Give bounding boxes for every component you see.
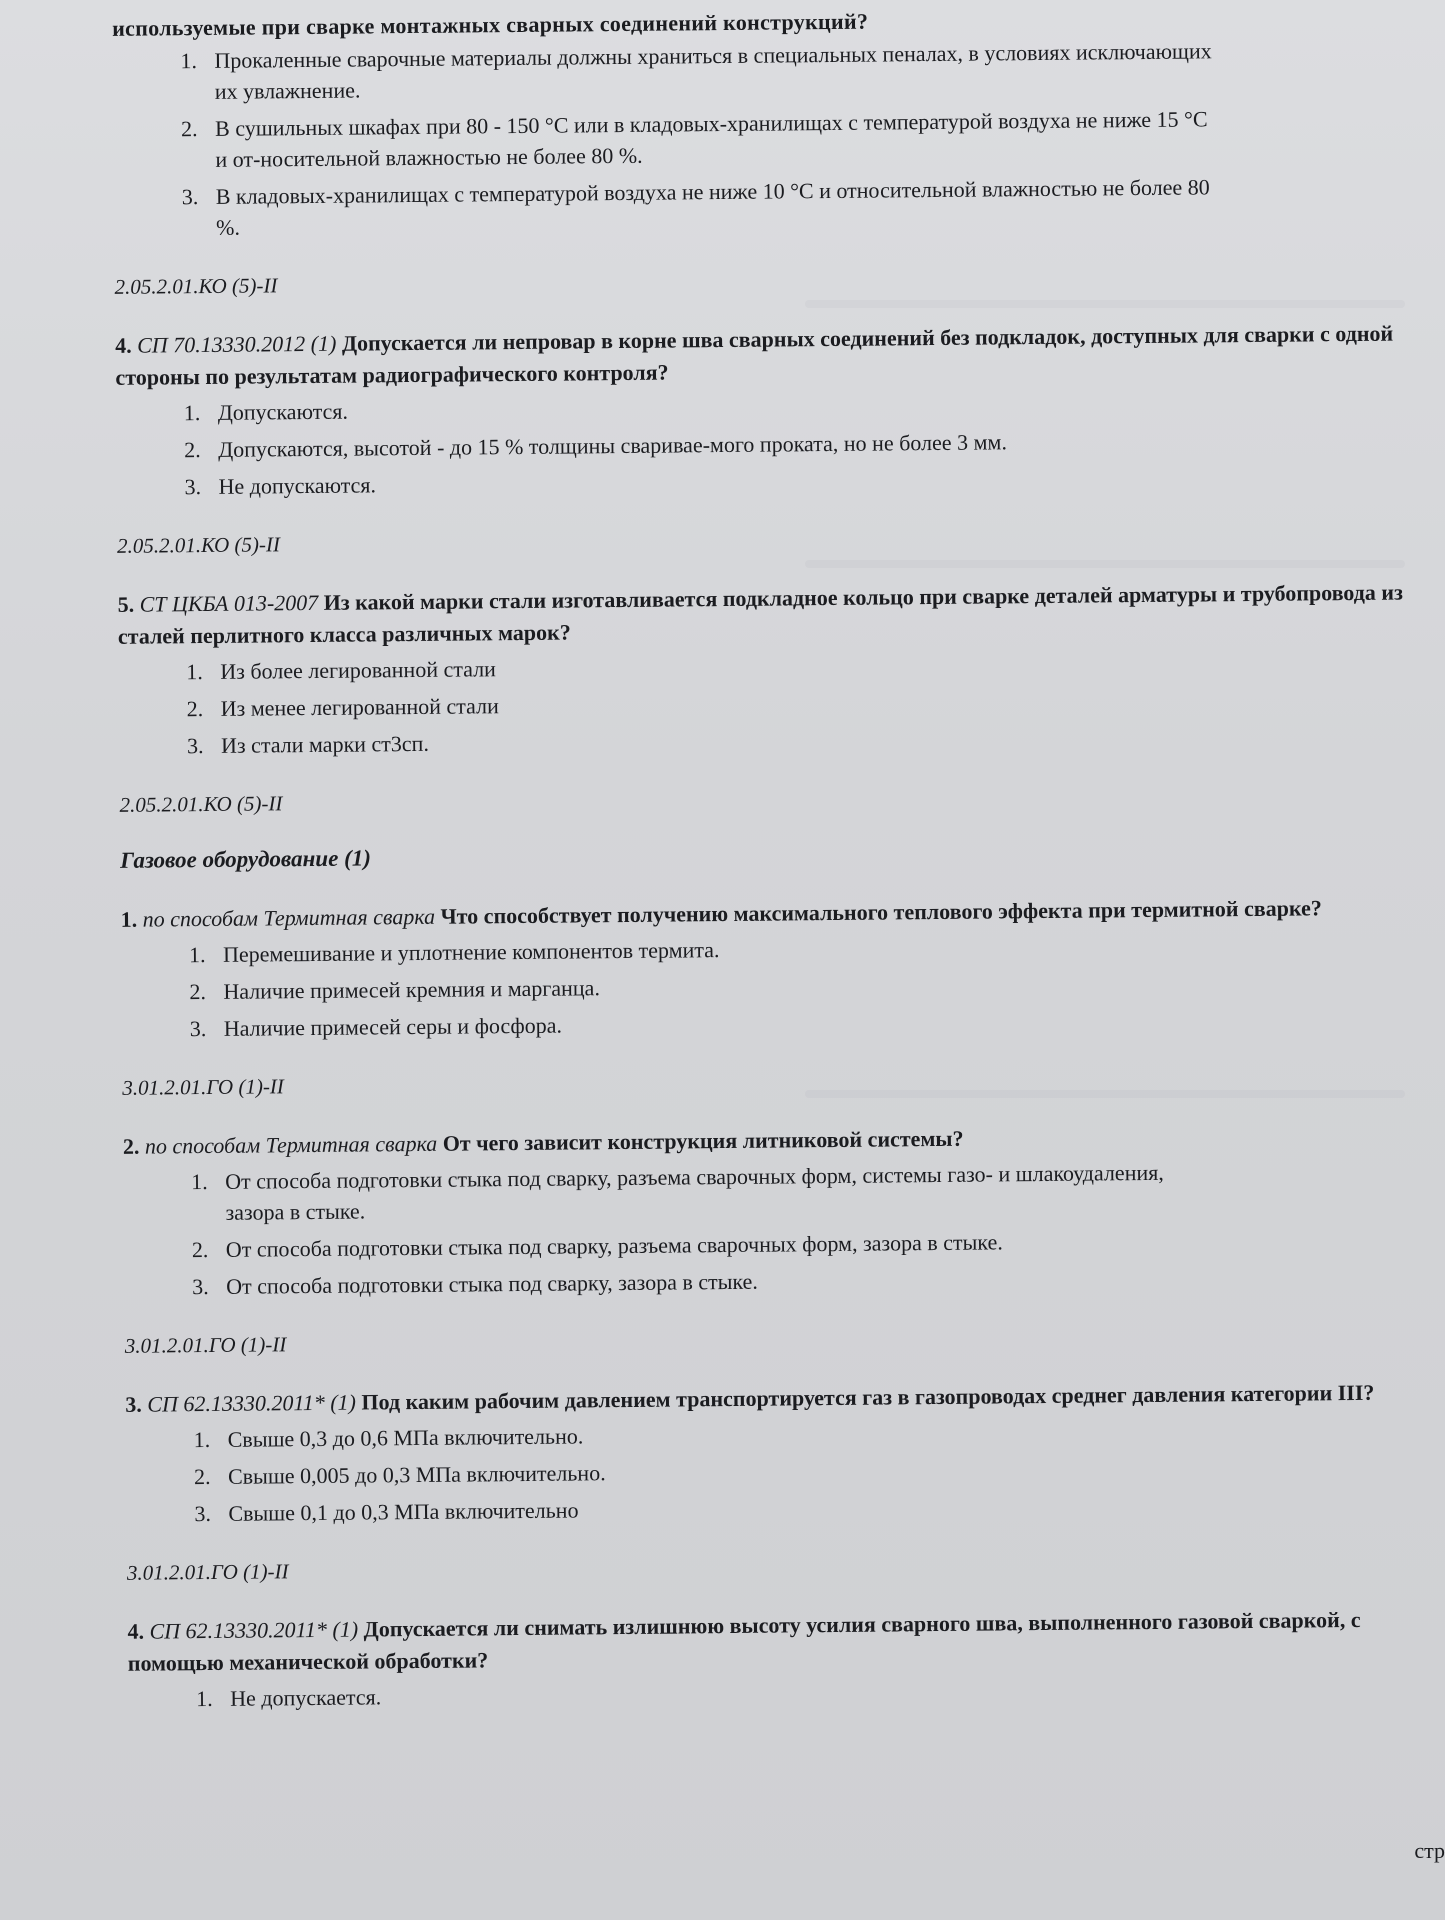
answer-number: 2.: [189, 979, 207, 1005]
answer-text: Прокаленные сварочные материалы должны храниться в специальных пеналах, в условиях исключающих их увлажнение.: [214, 38, 1212, 104]
answer-number: 2.: [184, 437, 201, 463]
answer-text: Наличие примесей серы и фосфора.: [223, 1012, 563, 1041]
question-code: 3.01.2.01.ГО (1)-II: [122, 1074, 284, 1100]
answer-number: 2.: [193, 1464, 211, 1490]
question-reference: по способам Термитная сварка: [144, 1130, 438, 1159]
answer-list: [104, 385, 1435, 503]
question-reference: СП 62.13330.2011* (1): [147, 1389, 357, 1417]
answer-item: [196, 1671, 1445, 1714]
answer-number: 1.: [196, 1685, 213, 1712]
answer-text: От способа подготовки стыка под сварку, разъема сварочных форм, зазора в стыке.: [225, 1229, 1003, 1262]
question-number: 4.: [115, 332, 132, 358]
answer-item: [190, 1001, 1440, 1044]
question-reference: СП 70.13330.2012 (1): [137, 330, 337, 358]
answer-item: [184, 385, 1434, 428]
question-text: Под каким рабочим давлением транспортируется газ в газопроводах среднег давления категории III?: [361, 1379, 1375, 1415]
answer-list: [106, 644, 1437, 762]
answer-text: Допускаются, высотой - до 15 % толщины сваривае-мого проката, но не более 3 мм.: [218, 429, 1008, 462]
answer-item: [194, 1486, 1444, 1529]
answer-text: Из более легированной стали: [220, 656, 497, 684]
answer-item: [181, 101, 1432, 175]
answer-item: [180, 33, 1431, 107]
question-text: Допускается ли снимать излишнюю высоту усилия сварного шва, выполненного газовой сваркой, с помощью механической обработки?: [127, 1606, 1361, 1676]
section-heading: Газовое оборудование (1): [120, 845, 372, 873]
answer-number: 1.: [188, 942, 206, 968]
answer-item: [192, 1259, 1442, 1302]
answer-item: [192, 1222, 1442, 1265]
answer-number: 3.: [194, 1501, 212, 1527]
answer-text: В сушильных шкафах при 80 - 150 °С или в кладовых-хранилищах с температурой воздуха не ниже 15 °С и от-носительной влажностью не более 80 %.: [214, 106, 1208, 172]
answer-item: [184, 459, 1434, 502]
answer-item: [189, 964, 1439, 1007]
answer-list: [114, 1412, 1445, 1530]
question-number: 1.: [120, 906, 138, 932]
question-text: Что способствует получению максимального теплового эффекта при термитной сварке?: [440, 895, 1322, 929]
question-reference: по способам Термитная сварка: [142, 903, 436, 932]
question-number: 4.: [127, 1618, 145, 1644]
question-reference: СП 62.13330.2011* (1): [149, 1616, 359, 1644]
answer-item: [191, 1154, 1442, 1228]
answer-item: [186, 644, 1436, 687]
answer-text: Из стали марки ст3сп.: [220, 730, 429, 758]
answer-text: Свыше 0,005 до 0,3 МПа включительно.: [227, 1460, 606, 1489]
gas-question-4: [127, 1603, 1445, 1680]
answer-item: [194, 1412, 1444, 1455]
answer-text: Свыше 0,3 до 0,6 МПа включительно.: [227, 1423, 584, 1452]
question-code: 2.05.2.01.КО (5)-II: [119, 791, 283, 817]
question-text: Допускается ли непровар в корне шва сварных соединений без подкладок, доступных для сварки с одной стороны по результатам радиографического контроля?: [115, 320, 1394, 390]
answer-text: Наличие примесей кремния и марганца.: [223, 975, 601, 1004]
question-code: 3.01.2.01.ГО (1)-II: [124, 1332, 287, 1358]
answer-text: Перемешивание и уплотнение компонентов термита.: [222, 937, 720, 967]
answer-list: [109, 927, 1440, 1045]
question-continuation: используемые при сварке монтажных сварных соединений конструкций?: [112, 8, 869, 41]
answer-number: 1.: [186, 659, 203, 685]
question-5: [118, 576, 1437, 653]
answer-text: Допускаются.: [217, 398, 349, 425]
answer-item: [184, 422, 1434, 465]
answer-number: 1.: [191, 1169, 208, 1195]
question-number: 2.: [122, 1133, 140, 1159]
answer-number: 2.: [186, 696, 204, 722]
answer-number: 3.: [181, 184, 199, 210]
answer-item: [182, 169, 1433, 243]
answer-item: [189, 927, 1439, 970]
question-code: 2.05.2.01.КО (5)-II: [116, 532, 281, 558]
answer-item: [187, 718, 1437, 761]
answer-number: 2.: [191, 1237, 209, 1263]
answer-item: [194, 1449, 1444, 1492]
question-text: Из какой марки стали изготавливается подкладное кольцо при сварке деталей арматуры и трубопровода из сталей перлитного класса различных марок?: [117, 579, 1403, 649]
question-text: От чего зависит конструкция литниковой системы?: [442, 1125, 964, 1156]
answer-number: 3.: [186, 733, 204, 759]
answer-list: [100, 33, 1432, 244]
answer-number: 3.: [184, 474, 202, 500]
answer-text: Не допускается.: [230, 1684, 382, 1711]
answer-text: В кладовых-хранилищах с температурой воздуха не ниже 10 °С и относительной влажностью не более 80 %.: [215, 174, 1210, 240]
answer-list: [111, 1154, 1442, 1303]
answer-text: Не допускаются.: [218, 472, 377, 499]
answer-number: 3.: [192, 1274, 209, 1300]
question-4: [115, 317, 1434, 394]
answer-number: 1.: [183, 400, 201, 426]
answer-text: От способа подготовки стыка под сварку, разъема сварочных форм, системы газо- и шлакоудаления, зазора в стыке.: [225, 1159, 1164, 1225]
answer-number: 3.: [189, 1016, 207, 1042]
question-number: 3.: [125, 1391, 142, 1417]
answer-text: От способа подготовки стыка под сварку, зазора в стыке.: [226, 1268, 758, 1299]
page-number-label: стр: [1414, 1838, 1445, 1863]
answer-number: 2.: [180, 116, 198, 142]
answer-number: 1.: [193, 1427, 211, 1453]
question-code: 2.05.2.01.КО (5)-II: [114, 273, 278, 299]
question-reference: СТ ЦКБА 013-2007: [139, 589, 319, 617]
answer-item: [187, 681, 1437, 724]
answer-text: Из менее легированной стали: [220, 693, 499, 721]
answer-text: Свыше 0,1 до 0,3 МПа включительно: [228, 1497, 579, 1526]
question-number: 5.: [117, 591, 135, 617]
question-code: 3.01.2.01.ГО (1)-II: [126, 1559, 289, 1585]
document-body: [100, 1, 1445, 1721]
answer-number: 1.: [180, 48, 198, 74]
